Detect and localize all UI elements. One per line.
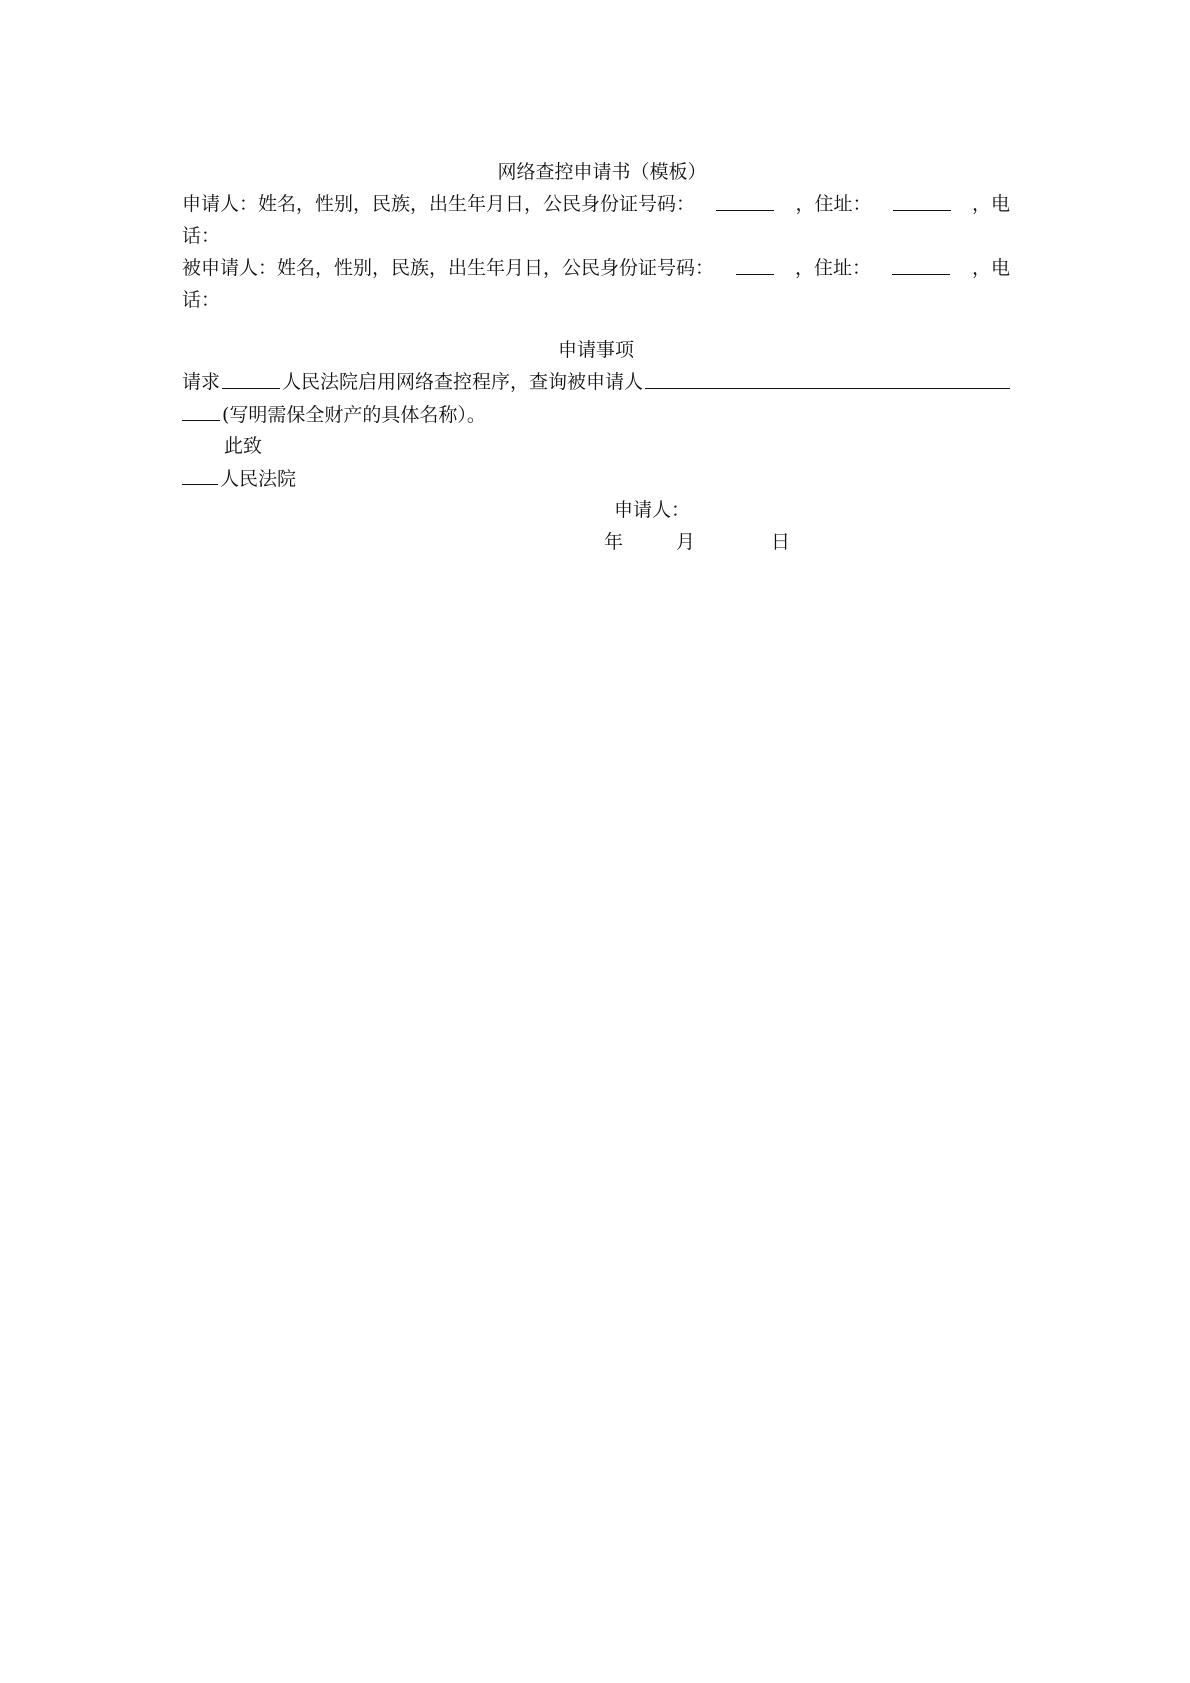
date-month-label: 月	[676, 531, 696, 553]
signature-block	[182, 494, 1010, 558]
closing-court-suffix: 人民法院	[220, 468, 297, 490]
date-day-label: 日	[771, 531, 791, 553]
respondent-id-blank	[736, 252, 774, 275]
request-prefix: 请求	[182, 371, 221, 393]
respondent-info-text: 被申请人：姓名，性别，民族，出生年月日，公民身份证号码：	[182, 257, 715, 279]
request-suffix: (写明需保全财产的具体名称）。	[222, 404, 486, 426]
document-title: 网络查控申请书（模板）	[497, 161, 707, 183]
request-line-2	[182, 398, 1010, 430]
closing-court-blank	[182, 462, 218, 485]
request-property-blank-continued	[182, 398, 220, 421]
request-middle: 人民法院启用网络查控程序，查询被申请人	[282, 371, 644, 393]
request-line-1	[182, 366, 1010, 398]
applicant-info-text: 申请人：姓名，性别，民族，出生年月日，公民身份证号码：	[182, 193, 696, 215]
request-property-blank	[645, 366, 1010, 389]
signature-label: 申请人：	[614, 499, 691, 521]
document-body	[182, 156, 1010, 558]
date-year-label: 年	[604, 531, 624, 553]
spacer	[182, 316, 1010, 334]
respondent-line-2: 话：	[182, 289, 221, 311]
applicant-line-2: 话：	[182, 225, 221, 247]
section-heading: 申请事项	[557, 339, 634, 361]
respondent-phone-label-start: ，电	[971, 257, 1010, 279]
applicant-line-1	[182, 188, 1010, 220]
respondent-address-blank	[892, 252, 950, 275]
applicant-id-blank	[716, 188, 774, 211]
applicant-phone-label-start: ，电	[971, 193, 1010, 215]
request-court-blank	[222, 366, 280, 389]
applicant-address-label: ，住址：	[795, 193, 872, 215]
signature-date	[604, 526, 790, 558]
respondent-address-label: ，住址：	[794, 257, 871, 279]
closing-court	[182, 462, 1010, 494]
closing-salutation: 此致	[224, 435, 263, 457]
applicant-address-blank	[893, 188, 951, 211]
respondent-line-1	[182, 252, 1010, 284]
